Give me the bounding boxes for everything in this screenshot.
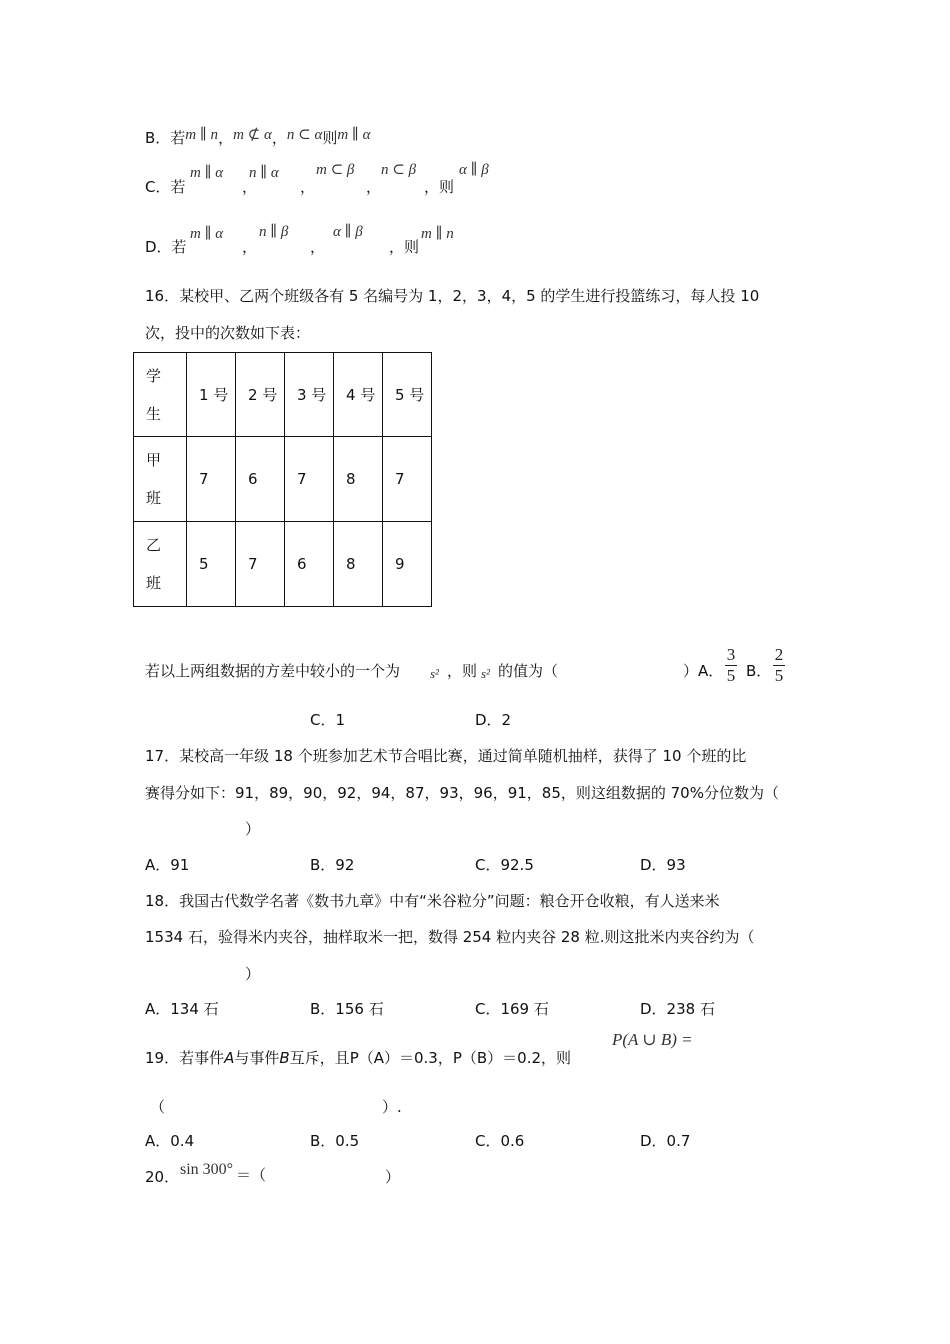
table-row (134, 522, 432, 607)
q18-line1: 18．我国古代数学名著《数书九章》中有“米谷粒分”问题：粮仓开仓收粮，有人送来米 (145, 892, 720, 910)
q15-d-sep1: ， (242, 238, 258, 256)
option-a-denominator: 5 (726, 666, 736, 685)
q16-question-part1: 若以上两组数据的方差中较小的一个为 (145, 662, 401, 680)
q20-close: ） (385, 1168, 401, 1186)
q16-option-c: C．1 (310, 711, 346, 729)
option-b-numerator: 2 (774, 645, 784, 664)
option-b-denominator: 5 (774, 666, 784, 685)
table-row-name (134, 437, 187, 522)
option-a-numerator: 3 (726, 645, 736, 664)
q17-close: ） (245, 820, 261, 838)
q15-c-math3: m ⊂ β (316, 162, 355, 178)
q16-option-d: D．2 (475, 711, 512, 729)
table-cell: 7 (187, 437, 236, 522)
q16-question-part2: ，则 (447, 662, 478, 680)
table-cell: 6 (285, 522, 334, 607)
q18-line2: 1534 石，验得米内夹谷，抽样取米一把，数得 254 粒内夹谷 28 粒.则这批米内夹谷约为（ (145, 928, 755, 946)
q19-option-d: D．0.7 (640, 1132, 691, 1150)
q19-var-b: B (279, 1049, 290, 1067)
q16-s2-second: s² (481, 666, 490, 681)
table-cell: 7 (285, 437, 334, 522)
header-student: 学生 (146, 366, 162, 423)
q15-option-c-label (145, 176, 185, 197)
q15-d-math4: m ∥ n (421, 226, 454, 242)
table-cell: 6 (236, 437, 285, 522)
q18-option-a: A．134 石 (145, 1000, 219, 1018)
q15-b-label: B．若 (145, 129, 186, 147)
q19-paren-open: （ (150, 1098, 166, 1116)
q16-s2-first: s² (430, 666, 439, 681)
q19-option-a: A．0.4 (145, 1132, 195, 1150)
row-name-yi: 乙班 (146, 536, 162, 592)
table-cell: 7 (236, 522, 285, 607)
table-cell: 8 (334, 437, 383, 522)
table-row (134, 437, 432, 522)
q15-b-math4: m ∥ α (337, 127, 371, 143)
table-cell: 8 (334, 522, 383, 607)
q17-option-a: A．91 (145, 856, 190, 874)
table-cell: 5 (187, 522, 236, 607)
q15-b-math1: m ∥ n (185, 127, 219, 143)
q19-paren-close: ）. (382, 1098, 402, 1116)
q19-text-a: 19．若事件 (145, 1049, 225, 1067)
q15-c-math5: α ∥ β (459, 162, 489, 178)
q16-option-a-fraction (725, 645, 737, 686)
q15-c-sep1: ， (242, 178, 258, 196)
q15-d-then: ，则 (389, 238, 420, 256)
q16-stem-line1: 16．某校甲、乙两个班级各有 5 名编号为 1，2，3，4，5 的学生进行投篮练习，每人投 10 (145, 287, 760, 305)
q15-c-sep3: ， (366, 178, 382, 196)
q17-line2: 赛得分如下：91，89，90，92，94，87，93，96，91，85，则这组数据的 70%分位数为（ (145, 784, 779, 802)
q15-d-math3: α ∥ β (333, 224, 363, 240)
q17-option-c: C．92.5 (475, 856, 534, 874)
q18-close: ） (245, 965, 261, 983)
q15-b-math2: m ⊄ α (233, 127, 272, 143)
q15-c-then: ，则 (424, 178, 455, 196)
score-table (133, 352, 432, 607)
q15-c-math2: n ∥ α (249, 165, 279, 181)
table-header-cell: 1 号 (187, 353, 236, 437)
q15-option-b (145, 127, 370, 148)
table-row-name (134, 522, 187, 607)
q16-option-b-label: B． (746, 662, 772, 680)
table-cell: 9 (383, 522, 432, 607)
q20-label: 20． (145, 1168, 180, 1186)
q17-line1: 17．某校高一年级 18 个班参加艺术节合唱比赛，通过简单随机抽样，获得了 10 个班的比 (145, 747, 747, 765)
q20-formula: sin 300° (180, 1161, 234, 1178)
q16-question-part3: 的值为（ (498, 662, 559, 680)
q15-c-label: C．若 (145, 178, 186, 196)
q19-var-a: A (224, 1049, 235, 1067)
table-header-cell: 2 号 (236, 353, 285, 437)
q17-option-d: D．93 (640, 856, 686, 874)
q15-b-sep1: ， (218, 129, 234, 147)
q16-stem-line2: 次，投中的次数如下表： (145, 324, 311, 342)
table-header-cell: 4 号 (334, 353, 383, 437)
q19-stem (145, 1047, 571, 1068)
q15-b-sep2: ， (271, 129, 287, 147)
q15-b-math3: n ⊂ α (286, 127, 323, 143)
q19-option-c: C．0.6 (475, 1132, 525, 1150)
q15-c-math4: n ⊂ β (381, 162, 417, 178)
table-header-cell: 5 号 (383, 353, 432, 437)
row-name-jia: 甲班 (146, 451, 162, 507)
table-header-cell: 3 号 (285, 353, 334, 437)
q18-option-b: B．156 石 (310, 1000, 384, 1018)
q16-question-close: ）A． (683, 662, 724, 680)
q15-d-math1: m ∥ α (190, 226, 224, 242)
q17-option-b: B．92 (310, 856, 355, 874)
q15-d-math2: n ∥ β (259, 224, 289, 240)
q19-option-b: B．0.5 (310, 1132, 360, 1150)
table-header-cell (134, 353, 187, 437)
q15-c-math1: m ∥ α (190, 165, 224, 181)
q15-b-then: 则 (322, 129, 338, 147)
table-cell: 7 (383, 437, 432, 522)
q18-option-c: C．169 石 (475, 1000, 549, 1018)
q19-text-d: P（A）＝0.3，P（B）＝0.2，则 (349, 1049, 572, 1067)
q15-option-d-label (145, 236, 187, 257)
q16-option-b-fraction (773, 645, 785, 686)
q19-formula: P(A ∪ B) = (612, 1030, 693, 1049)
q15-c-sep2: ， (300, 178, 316, 196)
q18-option-d: D．238 石 (640, 1000, 715, 1018)
q15-d-label: D．若 (145, 238, 187, 256)
q15-d-sep2: ， (310, 238, 326, 256)
table-header-row (134, 353, 432, 437)
q19-text-c: 互斥，且 (289, 1049, 350, 1067)
q20-tail: ＝（ (236, 1166, 267, 1184)
q19-text-b: 与事件 (234, 1049, 280, 1067)
